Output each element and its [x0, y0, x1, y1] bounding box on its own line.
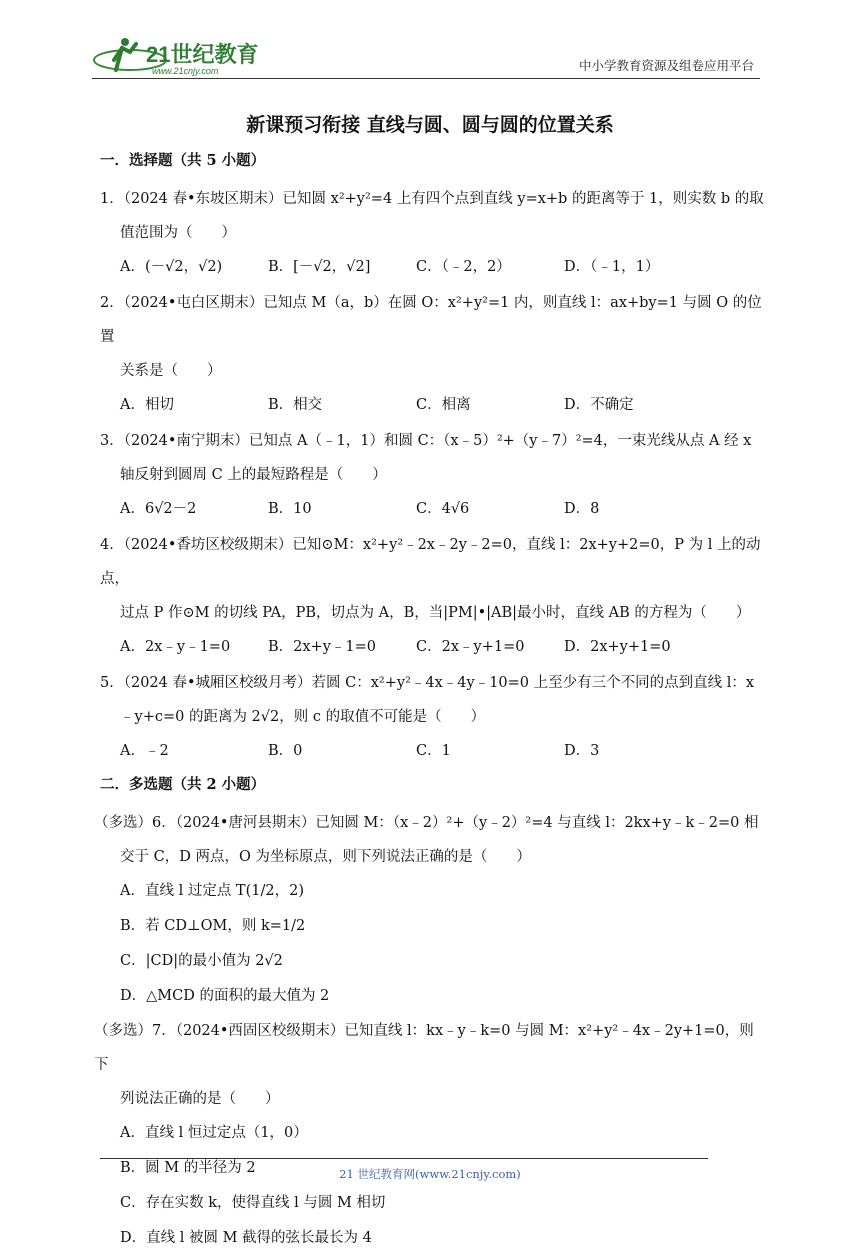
question-6: [94, 806, 765, 1014]
platform-name: 中小学教育资源及组卷应用平台: [578, 58, 754, 73]
q6-option-d: D．△MCD 的面积的最大值为 2: [120, 988, 330, 1004]
q5-option-c: C．1: [416, 743, 451, 759]
svg-text:www.21cnjy.com: www.21cnjy.com: [152, 66, 219, 76]
q4-option-a: A．2x﹣y﹣1=0: [120, 639, 231, 655]
q6-option-c: C．|CD|的最小值为 2√2: [120, 953, 283, 969]
question-2: [100, 286, 765, 422]
footer-divider: [100, 1158, 708, 1159]
header-divider: [92, 78, 760, 79]
logo-icon: [92, 30, 262, 78]
q7-option-c: C．存在实数 k，使得直线 l 与圆 M 相切: [120, 1195, 386, 1211]
q3-option-d: D．8: [564, 501, 600, 517]
section-heading-1: 一．选择题（共 5 小题）: [100, 152, 266, 169]
footer-link[interactable]: 21 世纪教育网(www.21cnjy.com): [339, 1167, 521, 1181]
section-heading-2: 二．多选题（共 2 小题）: [100, 776, 266, 793]
q2-option-d: D．不确定: [564, 397, 634, 413]
q2-option-b: B．相交: [268, 397, 323, 413]
question-4: [100, 528, 765, 664]
q4-option-d: D．2x+y+1=0: [564, 639, 671, 655]
question-4-line1: 4．（2024•香坊区校级期末）已知⊙M：x²+y²﹣2x﹣2y﹣2=0，直线 l：2x+y+2=0，P 为 l 上的动点，: [100, 537, 761, 587]
q1-option-a: A．(－√2，√2): [120, 259, 223, 275]
question-3-line1: 3．（2024•南宁期末）已知点 A（﹣1，1）和圆 C：（x﹣5）²+（y﹣7）²=4，一束光线从点 A 经 x: [100, 433, 752, 449]
q3-option-b: B．10: [268, 501, 312, 517]
question-3-line2: 轴反射到圆周 C 上的最短路程是（ ）: [120, 467, 387, 483]
document-body: [94, 150, 765, 1256]
q1-option-d: D．（﹣1，1）: [564, 259, 660, 275]
q4-option-b: B．2x+y﹣1=0: [268, 639, 376, 655]
q7-option-b: B．圆 M 的半径为 2: [120, 1160, 256, 1176]
question-3: [100, 424, 765, 526]
q7-option-a: A．直线 l 恒过定点（1，0）: [120, 1125, 308, 1141]
q4-option-c: C．2x﹣y+1=0: [416, 639, 525, 655]
question-1-line2: 值范围为（ ）: [120, 225, 236, 241]
page-header: [92, 30, 760, 80]
q6-option-b: B．若 CD⊥OM，则 k=1/2: [120, 918, 306, 934]
q6-option-a: A．直线 l 过定点 T(1/2，2): [120, 883, 304, 899]
q3-option-c: C．4√6: [416, 501, 470, 517]
question-6-line1: （多选）6．（2024•唐河县期末）已知圆 M：（x﹣2）²+（y﹣2）²=4 与直线 l：2kx+y﹣k﹣2=0 相: [94, 815, 759, 831]
question-1-line1: 1．（2024 春•东坡区期末）已知圆 x²+y²=4 上有四个点到直线 y=x+b 的距离等于 1，则实数 b 的取: [100, 191, 764, 207]
svg-text:21世纪教育: 21世纪教育: [146, 42, 259, 67]
question-5-line1: 5．（2024 春•城厢区校级月考）若圆 C：x²+y²﹣4x﹣4y﹣10=0 上至少有三个不同的点到直线 l：x: [100, 675, 755, 691]
question-5-line2: ﹣y+c=0 的距离为 2√2，则 c 的取值不可能是（ ）: [120, 709, 486, 725]
q5-option-a: A．﹣2: [120, 743, 169, 759]
question-5: [100, 666, 765, 768]
question-7-line2: 列说法正确的是（ ）: [120, 1091, 280, 1107]
q5-option-b: B．0: [268, 743, 303, 759]
page-title: 新课预习衔接 直线与圆、圆与圆的位置关系: [246, 114, 614, 136]
question-6-line2: 交于 C，D 两点，O 为坐标原点，则下列说法正确的是（ ）: [120, 849, 531, 865]
question-7-line1: （多选）7．（2024•西固区校级期末）已知直线 l：kx﹣y﹣k=0 与圆 M：x²+y²﹣4x﹣2y+1=0，则下: [94, 1023, 754, 1073]
question-7: [94, 1014, 765, 1256]
q3-option-a: A．6√2－2: [120, 501, 197, 517]
q7-option-d: D．直线 l 被圆 M 截得的弦长最长为 4: [120, 1230, 372, 1246]
question-2-line2: 关系是（ ）: [120, 363, 222, 379]
q5-option-d: D．3: [564, 743, 600, 759]
q1-option-b: B．[－√2，√2]: [268, 259, 371, 275]
q2-option-c: C．相离: [416, 397, 471, 413]
q2-option-a: A．相切: [120, 397, 174, 413]
q1-option-c: C．（﹣2，2）: [416, 259, 511, 275]
question-4-line2: 过点 P 作⊙M 的切线 PA，PB，切点为 A，B，当|PM|•|AB|最小时，直线 AB 的方程为（ ）: [120, 605, 751, 621]
question-1: [100, 182, 765, 284]
question-2-line1: 2．（2024•屯白区期末）已知点 M（a，b）在圆 O：x²+y²=1 内，则直线 l：ax+by=1 与圆 O 的位置: [100, 295, 762, 345]
